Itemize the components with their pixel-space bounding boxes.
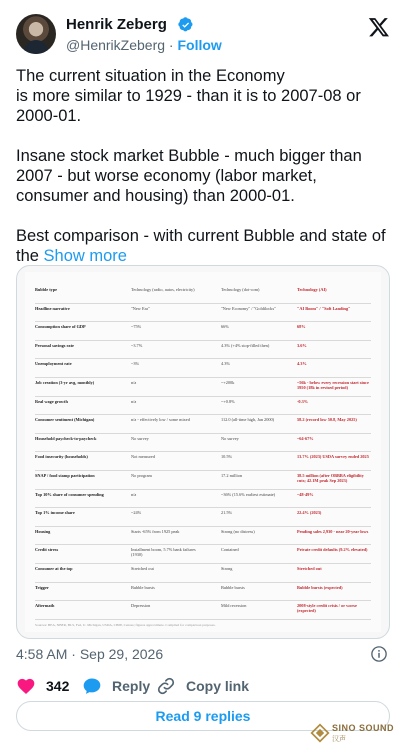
- table-cell: ~48-49%: [297, 491, 314, 497]
- watermark-subtitle: 汉声: [332, 736, 346, 743]
- table-cell: 21.5%: [221, 510, 233, 516]
- table-row: [35, 396, 371, 416]
- table-row-label: Real wage growth: [35, 398, 68, 404]
- reply-button[interactable]: [82, 676, 150, 696]
- table-cell: n/a: [131, 380, 137, 385]
- table-footnote: Sources: BEA, NBER, BLS, Fed, U. Michigan, USDA, CBPP, Census; figures approximate. Compiled for comparison purposes.: [35, 623, 216, 627]
- table-cell: Strong (no distress): [221, 528, 255, 534]
- table-row: [35, 526, 371, 546]
- table-row-label: Consumer at the top: [35, 566, 73, 571]
- table-cell: Stretched out: [131, 566, 154, 571]
- action-bar: [16, 676, 390, 698]
- handle-row: [66, 37, 222, 53]
- tweet-text: [16, 66, 390, 266]
- like-button[interactable]: [16, 676, 69, 696]
- table-row-label: Job creation (3-yr avg, monthly): [35, 380, 95, 385]
- table-cell: 10.5%: [221, 454, 233, 460]
- author-name[interactable]: Henrik Zeberg: [66, 16, 167, 33]
- table-cell: n/a: [131, 491, 137, 497]
- table-row: [35, 582, 371, 602]
- like-count: 342: [46, 678, 70, 694]
- x-logo-icon[interactable]: [368, 16, 390, 38]
- table-cell: Pending sales 2,930 - near 20-year lows: [297, 528, 369, 534]
- table-cell: 22.4% (2023): [297, 510, 322, 516]
- table-cell: Technology (radio, autos, electricity): [131, 287, 195, 292]
- table-row-label: Household paycheck-to-paycheck: [35, 435, 97, 441]
- table-cell: No program: [131, 473, 152, 478]
- table-cell: 66%: [221, 324, 229, 330]
- table-cell: ~+0.8%: [221, 398, 235, 404]
- table-cell: 3.6%: [297, 342, 307, 348]
- table-cell: Private credit defaults (9.2% elevated): [297, 547, 368, 553]
- separator-dot: ·: [168, 37, 174, 53]
- table-row-label: Headline narrative: [35, 305, 70, 311]
- table-cell: Technology (dot-com): [221, 287, 260, 292]
- table-row-label: Consumption share of GDP: [35, 324, 86, 330]
- table-cell: ~3%: [131, 361, 140, 367]
- table-cell: Strong: [221, 566, 233, 571]
- table-row: [35, 303, 371, 323]
- table-cell: "New Economy" / "Goldilocks": [221, 305, 276, 311]
- table-cell: 2008-style credit crisis / or worse (expected): [297, 603, 357, 614]
- table-row: [35, 600, 371, 620]
- table-cell: 112.0 (all-time high, Jan 2000): [221, 417, 275, 423]
- avatar[interactable]: [16, 14, 56, 54]
- copy-link-label: Copy link: [186, 678, 250, 694]
- table-row: [35, 470, 371, 490]
- table-cell: Installment boom, 5.7% bank failures (1930): [131, 547, 196, 558]
- tweet-media-image[interactable]: [16, 265, 390, 639]
- table-cell: Bubble bursts: [221, 584, 245, 590]
- table-row-label: Housing: [35, 528, 51, 534]
- info-icon[interactable]: [370, 645, 388, 663]
- timestamp-separator: ·: [71, 646, 76, 662]
- table-cell: ~36% (15.6% earliest estimate): [221, 491, 276, 497]
- table-row-label: Aftermath: [35, 603, 55, 609]
- table-row: [35, 451, 371, 471]
- watermark-title: SINO SOUND: [332, 723, 395, 733]
- table-row-label: Personal savings rate: [35, 342, 74, 348]
- table-cell: 4.3%: [221, 361, 230, 367]
- comparison-table-image: [25, 272, 381, 632]
- table-cell: Technology (AI): [297, 287, 327, 292]
- table-cell: n/a: [131, 398, 137, 404]
- table-row: [35, 544, 371, 564]
- reply-label: Reply: [112, 678, 151, 694]
- table-row-label: SNAP / food stamp participation: [35, 473, 95, 478]
- author-handle[interactable]: @HenrikZeberg: [66, 37, 166, 53]
- tweet-header: [16, 14, 390, 58]
- reply-bubble-icon: [82, 676, 102, 696]
- table-cell: 4.3%: [297, 361, 307, 367]
- table-cell: Depression: [131, 603, 151, 609]
- table-cell: "AI Boom" / "Soft Landing": [297, 305, 351, 311]
- table-row-label: Unemployment rate: [35, 361, 72, 367]
- table-cell: 58.2 (record low 50.8, May 2025): [297, 417, 357, 423]
- table-cell: ~3.7%: [131, 342, 143, 348]
- table-row: [35, 433, 371, 453]
- table-cell: ~64-67%: [297, 435, 314, 441]
- tweet-date: Sep 29, 2026: [79, 646, 164, 662]
- table-row: [35, 414, 371, 434]
- table-cell: No survey: [221, 435, 239, 441]
- tweet-body: The current situation in the Economy is more similar to 1929 - than it is to 2007-08 or 2000-01. Insane stock market Bubble - much bigger than 2007 - but worse economy (labor market, consumer and housing) than 2000-01. Best comparison - with current Bubble and state of the: [16, 67, 386, 265]
- tweet-time: 4:58 AM: [16, 646, 68, 662]
- table-row-label: Bubble type: [35, 287, 58, 292]
- table-row: [35, 321, 371, 341]
- link-icon: [156, 676, 176, 696]
- table-header-row: [35, 274, 371, 280]
- table-row: [35, 507, 371, 527]
- table-row: [35, 340, 371, 360]
- table-row-label: Trigger: [35, 584, 49, 590]
- heart-icon: [16, 676, 36, 696]
- table-cell: Contained: [221, 547, 239, 553]
- table-cell: ~75%: [131, 324, 142, 330]
- table-row-label: Top 10% share of consumer spending: [35, 491, 104, 497]
- follow-button[interactable]: Follow: [177, 37, 222, 53]
- table-row: [35, 489, 371, 509]
- tweet-timestamp[interactable]: [16, 646, 163, 662]
- watermark-logo-icon: [310, 723, 330, 743]
- table-row-label: Top 1% income share: [35, 510, 75, 516]
- copy-link-button[interactable]: [156, 676, 249, 696]
- table-cell: ~24%: [131, 510, 142, 516]
- table-cell: ~+200k: [221, 380, 235, 385]
- table-cell: Bubble bursts (expected): [297, 584, 343, 590]
- table-cell: n/a - effectively low / some mixed: [131, 417, 190, 423]
- table-cell: "New Era": [131, 305, 150, 311]
- verified-badge-icon: [178, 17, 194, 33]
- table-cell: 68%: [297, 324, 306, 330]
- table-row-label: Food insecurity (households): [35, 454, 88, 460]
- table-cell: Stretched out: [297, 566, 322, 571]
- table-cell: ~56k - below every recession start since 1950 (18k in revised period): [297, 380, 369, 390]
- table-row-label: Consumer sentiment (Michigan): [35, 417, 95, 423]
- table-row: [35, 563, 371, 583]
- table-cell: 13.7% (2023) USDA survey ended 2025: [297, 454, 369, 460]
- table-cell: Mild recession: [221, 603, 247, 609]
- table-cell: -0.3%: [297, 398, 309, 404]
- watermark: [310, 722, 400, 746]
- table-cell: Not measured: [131, 454, 155, 460]
- table-row: [35, 284, 371, 304]
- table-cell: 4.3% (+4% stop-filled then): [221, 342, 270, 348]
- table-row-label: Credit stress: [35, 547, 59, 553]
- table-row: [35, 377, 371, 397]
- show-more-link[interactable]: Show more: [43, 247, 127, 265]
- table-cell: No survey: [131, 435, 149, 441]
- table-row: [35, 358, 371, 378]
- table-cell: 38.5 million (after OBBBA eligibility cuts; 42.1M peak Sep 2023): [297, 473, 364, 483]
- table-cell: Starts -65% from 1925 peak: [131, 528, 180, 534]
- table-cell: Bubble bursts: [131, 584, 155, 590]
- table-cell: 17.2 million: [221, 473, 243, 478]
- read-replies-button[interactable]: Read 9 replies: [16, 701, 390, 731]
